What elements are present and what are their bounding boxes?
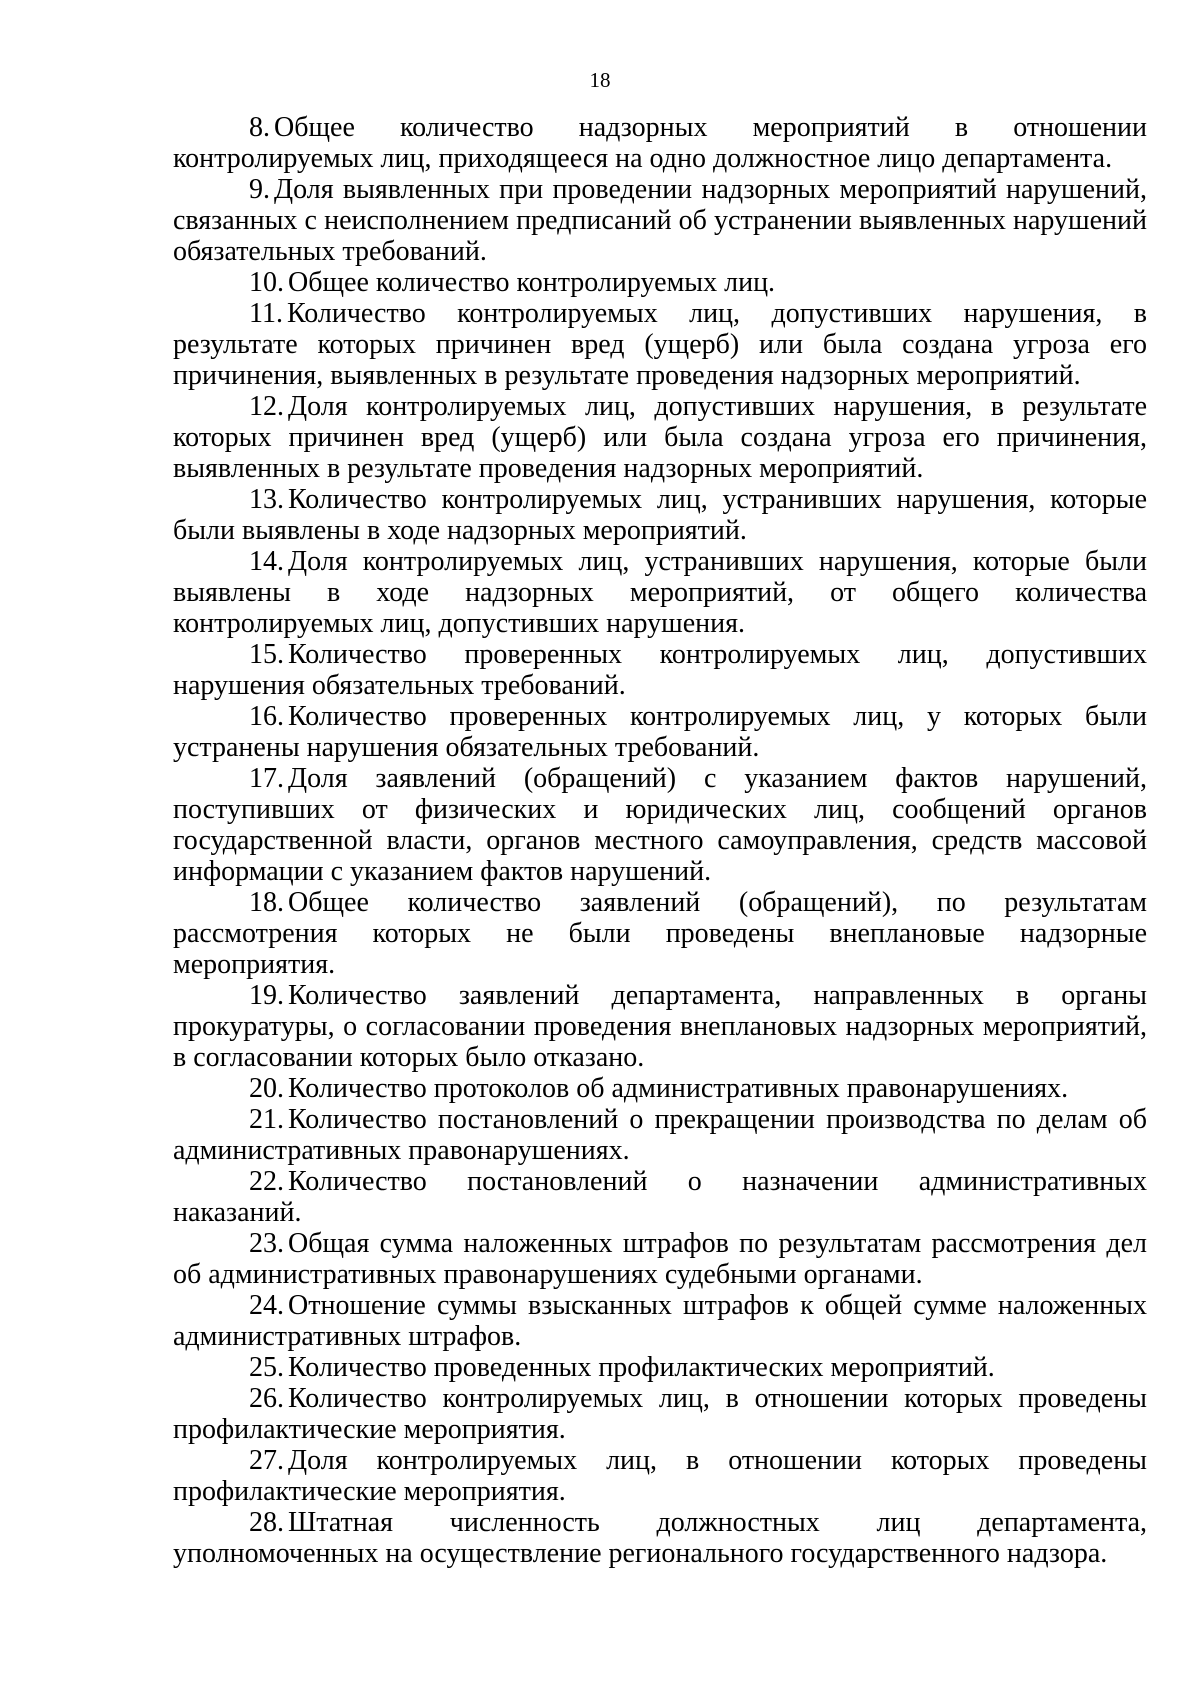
list-item-number: 13. (249, 484, 284, 515)
list-item-number: 9. (249, 174, 270, 205)
list-item-number: 20. (249, 1073, 284, 1104)
list-item-text: Количество проверенных контролируемых лиц, допустивших нарушения обязательных требований. (173, 639, 1147, 701)
list-item-number: 27. (249, 1445, 284, 1476)
list-item-text: Количество проведенных профилактических мероприятий. (288, 1352, 995, 1383)
list-item-text: Количество контролируемых лиц, допустивших нарушения, в результате которых причинен вред (ущерб) или была создана угроза его причинения, выявленных в результате проведения надзорных мероприятий. (173, 298, 1147, 391)
list-item-text: Количество постановлений о прекращении производства по делам об административных правонарушениях. (173, 1104, 1147, 1166)
list-item-text: Количество проверенных контролируемых лиц, у которых были устранены нарушения обязательных требований. (173, 701, 1147, 763)
list-item-text: Доля контролируемых лиц, допустивших нарушения, в результате которых причинен вред (ущерб) или была создана угроза его причинения, выявленных в результате проведения надзорных мероприятий. (173, 391, 1147, 484)
list-item-number: 14. (249, 546, 284, 577)
list-item (173, 267, 1147, 298)
list-item-number: 24. (249, 1290, 284, 1321)
list-item-number: 11. (249, 298, 283, 329)
list-item-number: 28. (249, 1507, 284, 1538)
list-item (173, 112, 1147, 174)
page-number: 18 (589, 68, 611, 92)
list-item (173, 484, 1147, 546)
list-item (173, 639, 1147, 701)
list-item-text: Штатная численность должностных лиц департамента, уполномоченных на осуществление регионального государственного надзора. (173, 1507, 1147, 1569)
list-item-number: 15. (249, 639, 284, 670)
list-item-text: Доля контролируемых лиц, устранивших нарушения, которые были выявлены в ходе надзорных мероприятий, от общего количества контролируемых лиц, допустивших нарушения. (173, 546, 1147, 639)
list-item-number: 22. (249, 1166, 284, 1197)
list-item (173, 391, 1147, 484)
list-item-text: Количество контролируемых лиц, устранивших нарушения, которые были выявлены в ходе надзорных мероприятий. (173, 484, 1147, 546)
list-item-number: 12. (249, 391, 284, 422)
list-item-number: 21. (249, 1104, 284, 1135)
list-item-text: Количество заявлений департамента, направленных в органы прокуратуры, о согласовании проведения внеплановых надзорных мероприятий, в согласовании которых было отказано. (173, 980, 1147, 1073)
list-item-text: Общая сумма наложенных штрафов по результатам рассмотрения дел об административных правонарушениях судебными органами. (173, 1228, 1147, 1290)
list-item-number: 26. (249, 1383, 284, 1414)
list-item (173, 1445, 1147, 1507)
list-item (173, 1104, 1147, 1166)
list-item-number: 17. (249, 763, 284, 794)
list-item (173, 1383, 1147, 1445)
list-item (173, 763, 1147, 887)
list-item-text: Доля заявлений (обращений) с указанием фактов нарушений, поступивших от физических и юридических лиц, сообщений органов государственной власти, органов местного самоуправления, средств массовой информации с указанием фактов нарушений. (173, 763, 1147, 887)
list-item (173, 546, 1147, 639)
list-item-number: 10. (249, 267, 284, 298)
list-item (173, 980, 1147, 1073)
list-item-number: 25. (249, 1352, 284, 1383)
list-item-number: 8. (249, 112, 270, 143)
document-body (173, 112, 1147, 1569)
list-item-number: 16. (249, 701, 284, 732)
list-item (173, 1228, 1147, 1290)
list-item (173, 1507, 1147, 1569)
list-item (173, 298, 1147, 391)
list-item (173, 1166, 1147, 1228)
list-item-text: Количество контролируемых лиц, в отношении которых проведены профилактические мероприятия. (173, 1383, 1147, 1445)
list-item (173, 701, 1147, 763)
list-item-text: Количество протоколов об административных правонарушениях. (288, 1073, 1069, 1104)
list-item-text: Доля выявленных при проведении надзорных мероприятий нарушений, связанных с неисполнением предписаний об устранении выявленных нарушений обязательных требований. (173, 174, 1147, 267)
list-item (173, 887, 1147, 980)
list-item-text: Отношение суммы взысканных штрафов к общей сумме наложенных административных штрафов. (173, 1290, 1147, 1352)
list-item-number: 23. (249, 1228, 284, 1259)
list-item-number: 18. (249, 887, 284, 918)
list-item (173, 174, 1147, 267)
list-item-text: Общее количество заявлений (обращений), по результатам рассмотрения которых не были проведены внеплановые надзорные мероприятия. (173, 887, 1147, 980)
list-item-number: 19. (249, 980, 284, 1011)
list-item (173, 1352, 1147, 1383)
list-item-text: Доля контролируемых лиц, в отношении которых проведены профилактические мероприятия. (173, 1445, 1147, 1507)
list-item-text: Количество постановлений о назначении административных наказаний. (173, 1166, 1147, 1228)
list-item-text: Общее количество контролируемых лиц. (288, 267, 776, 298)
list-item-text: Общее количество надзорных мероприятий в отношении контролируемых лиц, приходящееся на одно должностное лицо департамента. (173, 112, 1147, 174)
list-item (173, 1073, 1147, 1104)
list-item (173, 1290, 1147, 1352)
